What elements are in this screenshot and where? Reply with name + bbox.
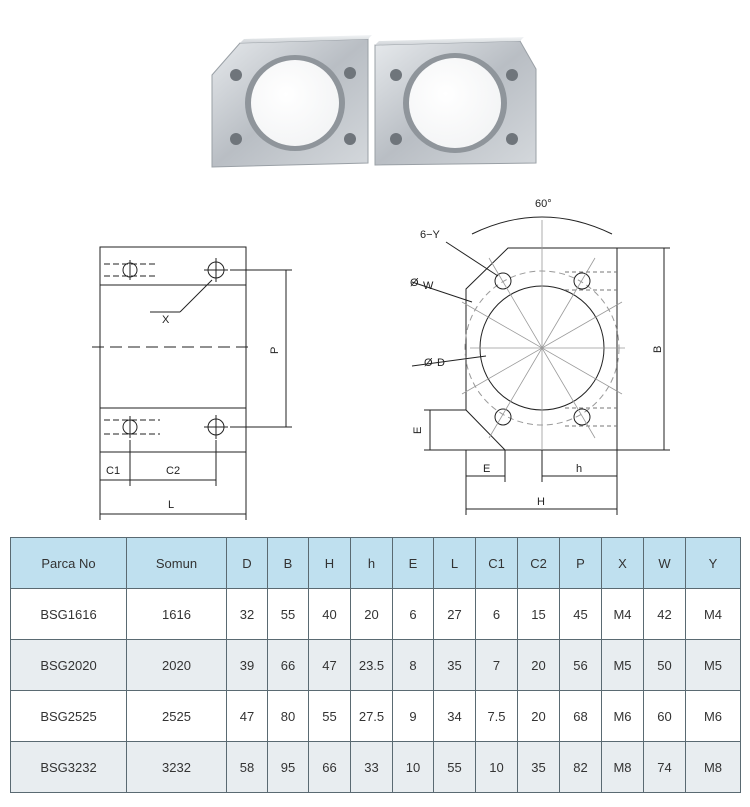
- table-cell: BSG2020: [11, 640, 127, 691]
- hole-label: 6−Y: [420, 229, 440, 241]
- header-cell: C1: [476, 538, 518, 589]
- header-cell: h: [351, 538, 393, 589]
- spec-table: [10, 537, 741, 793]
- header-cell: B: [268, 538, 309, 589]
- block-right: [375, 37, 536, 165]
- table-cell: 32: [227, 589, 268, 640]
- table-cell: 42: [644, 589, 686, 640]
- diameter-d-symbol: Ø: [424, 357, 433, 369]
- e-bottom-label: E: [483, 463, 491, 475]
- front-view: [412, 217, 670, 515]
- table-cell: 10: [393, 742, 434, 793]
- table-cell: 55: [434, 742, 476, 793]
- table-row: [11, 589, 741, 640]
- table-cell: M4: [686, 589, 741, 640]
- table-cell: 6: [476, 589, 518, 640]
- table-cell: 20: [351, 589, 393, 640]
- table-cell: 95: [268, 742, 309, 793]
- table-header-row: [11, 538, 741, 589]
- table-cell: M8: [686, 742, 741, 793]
- table-cell: 2525: [127, 691, 227, 742]
- table-cell: 60: [644, 691, 686, 742]
- e-label: E: [412, 426, 424, 434]
- table-cell: 55: [309, 691, 351, 742]
- table-cell: 55: [268, 589, 309, 640]
- table-cell: 74: [644, 742, 686, 793]
- l-label: L: [168, 499, 175, 511]
- table-cell: BSG1616: [11, 589, 127, 640]
- p-label: P: [269, 346, 281, 354]
- table-cell: 27.5: [351, 691, 393, 742]
- technical-drawing: [0, 190, 750, 530]
- table-cell: 8: [393, 640, 434, 691]
- header-cell: H: [309, 538, 351, 589]
- table-cell: 9: [393, 691, 434, 742]
- header-cell: L: [434, 538, 476, 589]
- table-cell: 58: [227, 742, 268, 793]
- header-cell: C2: [518, 538, 560, 589]
- table-cell: 45: [560, 589, 602, 640]
- table-cell: 2020: [127, 640, 227, 691]
- header-cell: Parca No: [11, 538, 127, 589]
- table-cell: 47: [227, 691, 268, 742]
- table-cell: 35: [518, 742, 560, 793]
- table-cell: M5: [602, 640, 644, 691]
- table-cell: 34: [434, 691, 476, 742]
- table-cell: M4: [602, 589, 644, 640]
- table-cell: 35: [434, 640, 476, 691]
- block-left: [212, 35, 372, 167]
- table-cell: 80: [268, 691, 309, 742]
- c1-label: C1: [106, 465, 121, 477]
- x-label: X: [162, 314, 170, 326]
- table-cell: 40: [309, 589, 351, 640]
- diameter-w-symbol: Ø: [410, 277, 419, 289]
- side-view: [92, 247, 292, 520]
- table-cell: 27: [434, 589, 476, 640]
- header-cell: E: [393, 538, 434, 589]
- table-row: [11, 742, 741, 793]
- table-cell: 20: [518, 691, 560, 742]
- table-cell: 23.5: [351, 640, 393, 691]
- table-cell: 33: [351, 742, 393, 793]
- table-cell: 56: [560, 640, 602, 691]
- b-label: B: [652, 345, 664, 353]
- header-cell: X: [602, 538, 644, 589]
- table-row: [11, 640, 741, 691]
- table-cell: 50: [644, 640, 686, 691]
- table-cell: 15: [518, 589, 560, 640]
- table-cell: BSG2525: [11, 691, 127, 742]
- table-cell: 7.5: [476, 691, 518, 742]
- h-label: H: [537, 496, 545, 508]
- table-cell: 68: [560, 691, 602, 742]
- header-cell: Y: [686, 538, 741, 589]
- angle-label: 60°: [535, 198, 552, 210]
- table-cell: 1616: [127, 589, 227, 640]
- w-label: W: [423, 280, 434, 292]
- table-cell: 20: [518, 640, 560, 691]
- table-cell: M8: [602, 742, 644, 793]
- table-row: [11, 691, 741, 742]
- header-cell: W: [644, 538, 686, 589]
- table-cell: 66: [309, 742, 351, 793]
- d-label: D: [437, 357, 445, 369]
- table-cell: 7: [476, 640, 518, 691]
- table-cell: 6: [393, 589, 434, 640]
- table-cell: 47: [309, 640, 351, 691]
- table-cell: M5: [686, 640, 741, 691]
- header-cell: Somun: [127, 538, 227, 589]
- product-photo: [200, 35, 550, 175]
- h-small-label: h: [576, 463, 583, 475]
- table-cell: 82: [560, 742, 602, 793]
- table-cell: 39: [227, 640, 268, 691]
- table-cell: M6: [686, 691, 741, 742]
- header-cell: P: [560, 538, 602, 589]
- table-cell: M6: [602, 691, 644, 742]
- table-cell: BSG3232: [11, 742, 127, 793]
- table-cell: 3232: [127, 742, 227, 793]
- table-cell: 10: [476, 742, 518, 793]
- header-cell: D: [227, 538, 268, 589]
- table-cell: 66: [268, 640, 309, 691]
- c2-label: C2: [166, 465, 181, 477]
